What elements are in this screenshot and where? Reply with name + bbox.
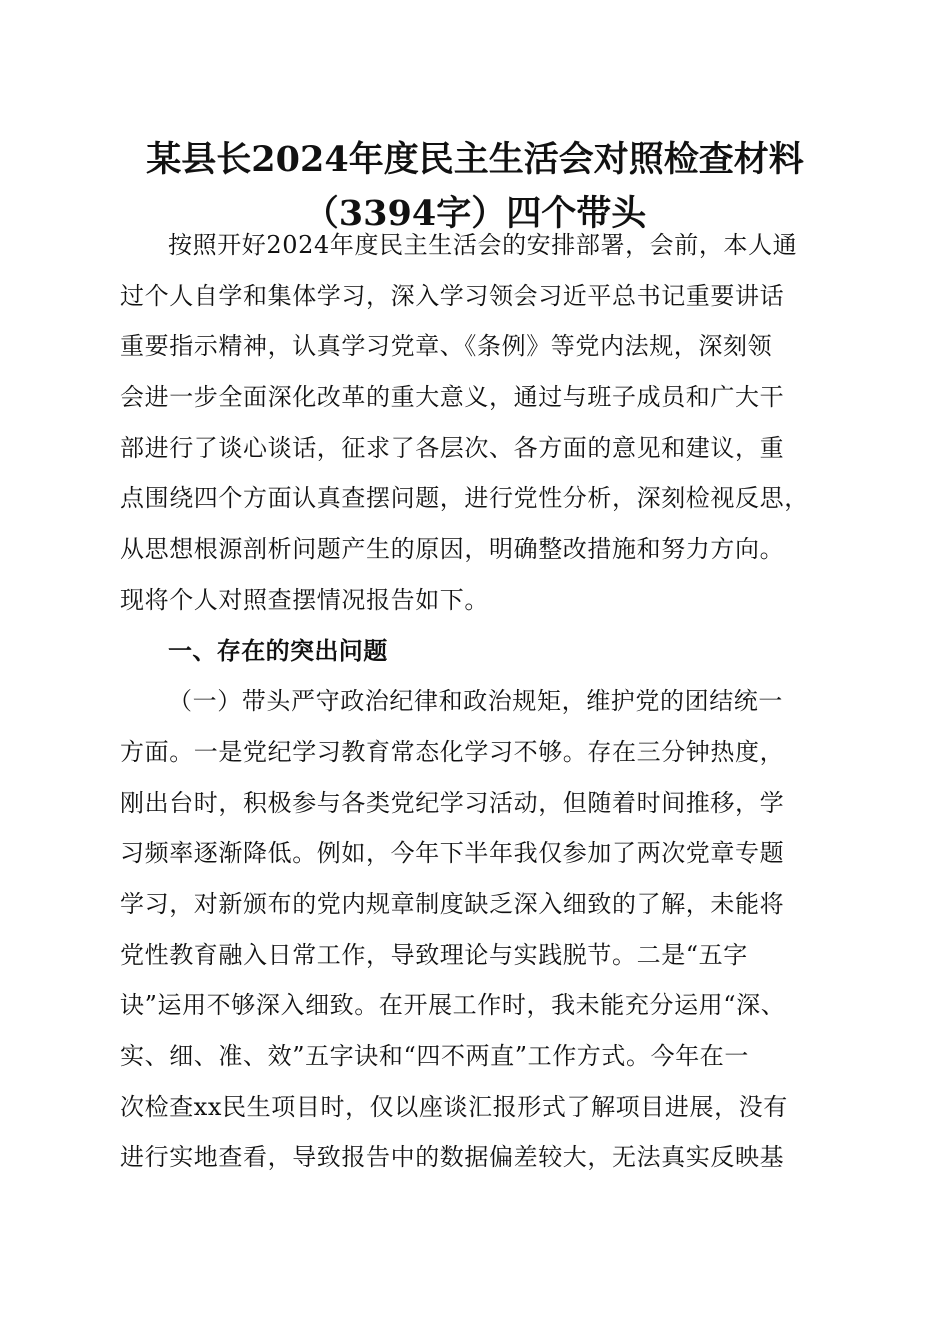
- intro-line: 按照开好2024年度民主生活会的安排部署，会前，本人通: [168, 231, 798, 259]
- section-heading-problems: 一、存在的突出问题: [168, 636, 388, 665]
- intro-line: 点围绕四个方面认真查摆问题，进行党性分析，深刻检视反思，: [120, 484, 809, 513]
- subsection-line: 刚出台时，积极参与各类党纪学习活动，但随着时间推移，学: [120, 788, 785, 817]
- intro-line: 过个人自学和集体学习，深入学习领会习近平总书记重要讲话: [120, 281, 785, 310]
- document-title-line-1: 某县长2024年度民主生活会对照检查材料: [146, 139, 804, 180]
- subsection-line: 党性教育融入日常工作，导致理论与实践脱节。二是“五字: [120, 940, 748, 969]
- intro-line: 重要指示精神，认真学习党章、《条例》等党内法规，深刻领: [120, 332, 773, 361]
- document-title-line-2: （3394字）四个带头: [303, 193, 647, 234]
- subsection-line: 诀”运用不够深入细致。在开展工作时，我未能充分运用“深、: [120, 991, 786, 1020]
- document-body: [120, 220, 840, 1183]
- subsection-line: 习频率逐渐降低。例如，今年下半年我仅参加了两次党章专题: [120, 839, 785, 868]
- subsection-line: （一）带头严守政治纪律和政治规矩，维护党的团结统一: [168, 687, 783, 716]
- subsection-line: 进行实地查看，导致报告中的数据偏差较大，无法真实反映基: [120, 1143, 785, 1172]
- intro-line: 现将个人对照查摆情况报告如下。: [120, 585, 489, 614]
- subsection-line: 学习，对新颁布的党内规章制度缺乏深入细致的了解，未能将: [120, 889, 785, 918]
- subsection-line: 次检查xx民生项目时，仅以座谈汇报形式了解项目进展，没有: [120, 1092, 788, 1121]
- intro-line: 从思想根源剖析问题产生的原因，明确整改措施和努力方向。: [120, 535, 785, 564]
- intro-line: 部进行了谈心谈话，征求了各层次、各方面的意见和建议，重: [120, 433, 785, 462]
- subsection-line: 方面。一是党纪学习教育常态化学习不够。存在三分钟热度，: [120, 737, 785, 766]
- intro-line: 会进一步全面深化改革的重大意义，通过与班子成员和广大干: [120, 383, 785, 412]
- subsection-line: 实、细、准、效”五字诀和“四不两直”工作方式。今年在一: [120, 1042, 750, 1070]
